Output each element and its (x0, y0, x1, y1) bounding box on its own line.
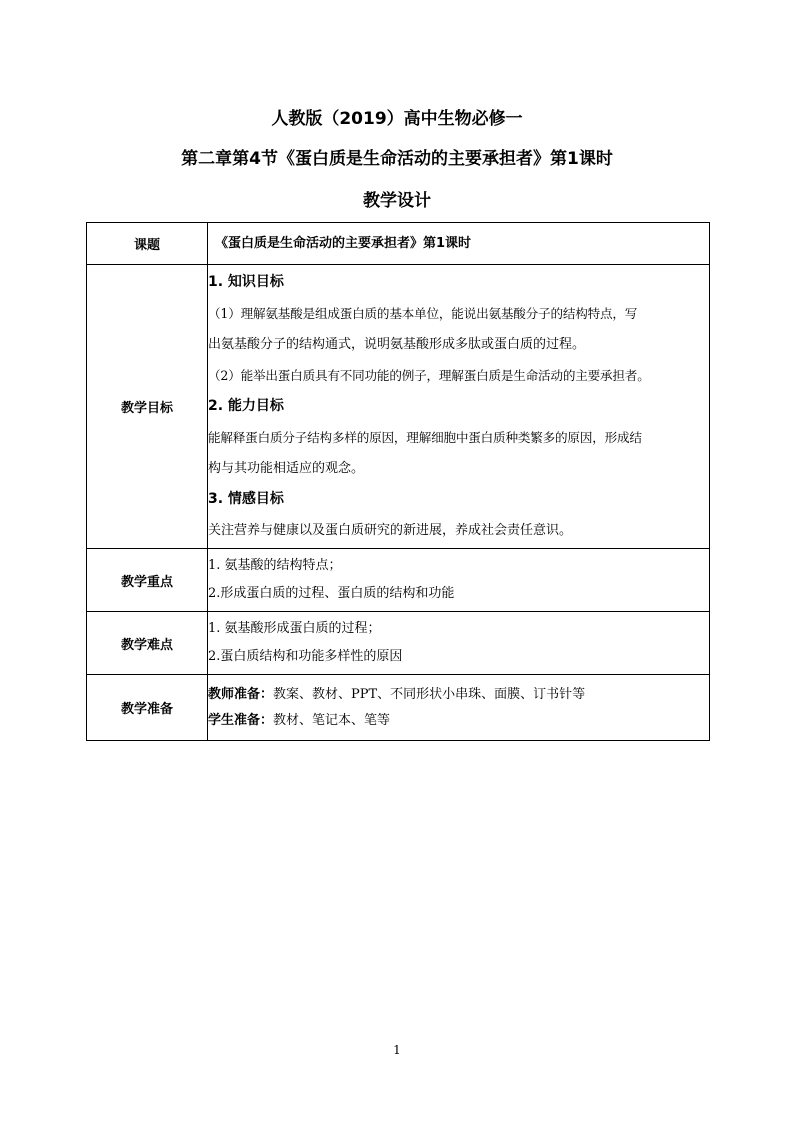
emotion-objective-heading: 3. 情感目标 (208, 491, 284, 507)
knowledge-objective-heading: 1. 知识目标 (208, 274, 284, 290)
difficulty-2: 2.蛋白质结构和功能多样性的原因 (208, 649, 403, 664)
objectives-content (208, 265, 710, 549)
topic-label: 课题 (87, 223, 208, 265)
page-number: 1 (393, 1043, 401, 1057)
preparation-row (87, 675, 710, 741)
teacher-preparation-items: 教案、教材、PPT、不同形状小串珠、面膜、订书针等 (273, 686, 586, 702)
teacher-preparation-label: 教师准备： (208, 686, 274, 702)
objectives-label: 教学目标 (87, 265, 208, 549)
ability-objective-a: 能解释蛋白质分子结构多样的原因，理解细胞中蛋白质种类繁多的原因，形成结 (208, 430, 642, 445)
topic-value: 《蛋白质是生命活动的主要承担者》第1课时 (208, 223, 710, 265)
knowledge-objective-1a: （1）理解氨基酸是组成蛋白质的基本单位，能说出氨基酸分子的结构特点，写 (208, 306, 638, 321)
lesson-plan-table (86, 222, 710, 741)
preparation-label: 教学准备 (87, 675, 208, 741)
lesson-title: 第二章第4节《蛋白质是生命活动的主要承担者》第1课时 (181, 149, 613, 169)
key-point-2: 2.形成蛋白质的过程、蛋白质的结构和功能 (208, 586, 455, 601)
difficulties-content (208, 612, 710, 675)
key-points-row (87, 549, 710, 612)
topic-row (87, 223, 710, 265)
document-subtitle: 教学设计 (363, 191, 431, 211)
difficulties-row (87, 612, 710, 675)
ability-objective-b: 构与其功能相适应的观念。 (208, 461, 365, 476)
student-preparation (208, 708, 709, 734)
difficulty-1: 1. 氨基酸形成蛋白质的过程； (208, 621, 381, 636)
ability-objective-heading: 2. 能力目标 (208, 398, 284, 414)
emotion-objective-text: 关注营养与健康以及蛋白质研究的新进展，养成社会责任意识。 (208, 523, 573, 538)
knowledge-objective-2: （2）能举出蛋白质具有不同功能的例子，理解蛋白质是生命活动的主要承担者。 (208, 368, 650, 383)
key-points-label: 教学重点 (87, 549, 208, 612)
student-preparation-items: 教材、笔记本、笔等 (273, 712, 391, 728)
student-preparation-label: 学生准备： (208, 712, 274, 728)
preparation-content (208, 675, 710, 741)
difficulties-label: 教学难点 (87, 612, 208, 675)
document-title: 人教版（2019）高中生物必修一 (271, 109, 523, 129)
key-points-content (208, 549, 710, 612)
knowledge-objective-1b: 出氨基酸分子的结构通式，说明氨基酸形成多肽或蛋白质的过程。 (208, 337, 586, 352)
teacher-preparation (208, 682, 709, 708)
objectives-row (87, 265, 710, 549)
key-point-1: 1. 氨基酸的结构特点； (208, 558, 342, 573)
